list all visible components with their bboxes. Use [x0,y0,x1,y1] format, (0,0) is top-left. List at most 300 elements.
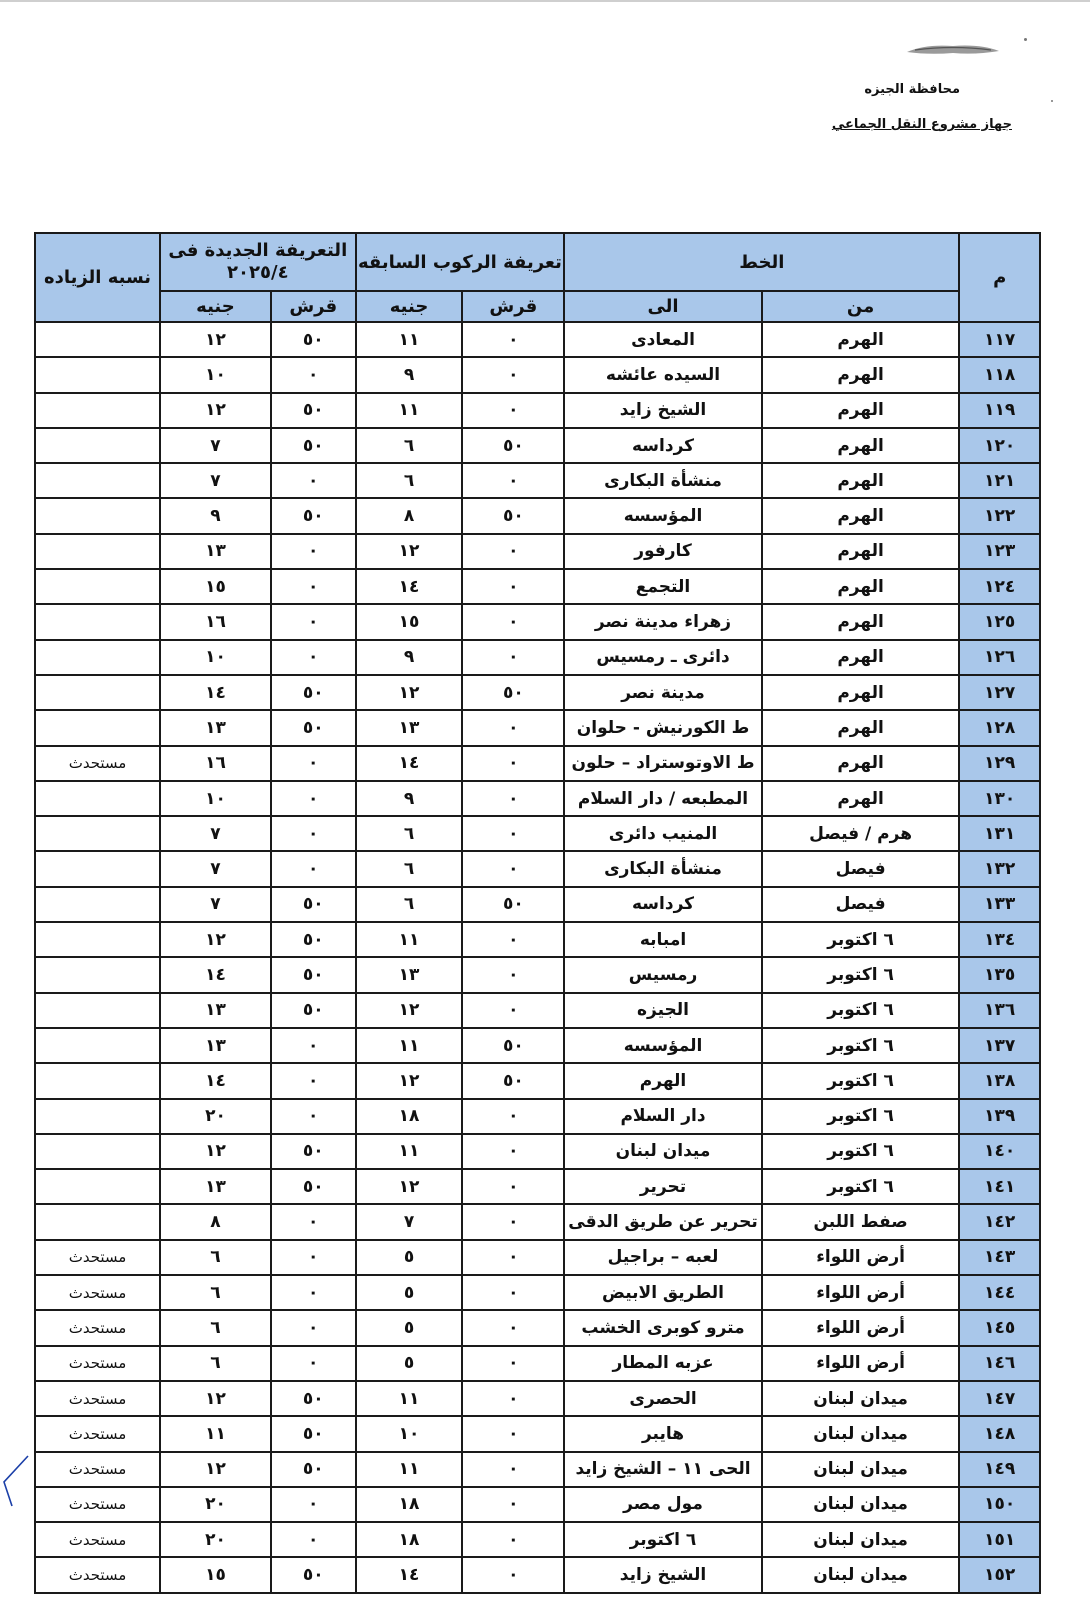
old-fare-piaster: ٠ [462,816,564,851]
scan-speck [1051,100,1053,102]
increase-note: مستحدث [35,1381,160,1416]
old-fare-pound: ١٢ [356,1169,463,1204]
fare-table [34,232,1041,1594]
route-to: امبابه [564,922,762,957]
route-from: الهرم [762,357,960,392]
row-number: ١٥٠ [959,1487,1040,1522]
pen-mark [0,1452,30,1512]
table-row [35,463,1040,498]
route-from: ٦ اكتوبر [762,922,960,957]
header-old-piaster: قرش [462,291,564,322]
route-to: الحصرى [564,1381,762,1416]
table-row [35,604,1040,639]
table-row [35,1346,1040,1381]
old-fare-pound: ١٣ [356,710,463,745]
old-fare-piaster: ٠ [462,746,564,781]
route-from: ٦ اكتوبر [762,957,960,992]
row-number: ١١٩ [959,393,1040,428]
row-number: ١٤٩ [959,1452,1040,1487]
old-fare-pound: ١٨ [356,1522,463,1557]
row-number: ١٢٩ [959,746,1040,781]
route-from: ميدان لبنان [762,1557,960,1593]
old-fare-piaster: ٥٠ [462,887,564,922]
new-fare-piaster: ٥٠ [271,710,356,745]
old-fare-piaster: ٠ [462,393,564,428]
increase-note: مستحدث [35,1487,160,1522]
route-to: الشيخ زايد [564,1557,762,1593]
old-fare-pound: ١٤ [356,569,463,604]
increase-note [35,922,160,957]
table-row [35,710,1040,745]
old-fare-piaster: ٥٠ [462,1028,564,1063]
old-fare-pound: ١٢ [356,675,463,710]
increase-note [35,887,160,922]
new-fare-piaster: ٠ [271,1522,356,1557]
increase-note [35,1063,160,1098]
route-to: زهراء مدينة نصر [564,604,762,639]
old-fare-pound: ٦ [356,463,463,498]
table-row [35,816,1040,851]
new-fare-pound: ٢٠ [160,1487,271,1522]
new-fare-piaster: ٥٠ [271,498,356,533]
row-number: ١٣٣ [959,887,1040,922]
route-from: الهرم [762,534,960,569]
route-to: رمسيس [564,957,762,992]
new-fare-piaster: ٥٠ [271,1381,356,1416]
new-fare-piaster: ٠ [271,1063,356,1098]
header-increase: نسبه الزياده [35,233,160,322]
new-fare-piaster: ٠ [271,1487,356,1522]
table-row [35,675,1040,710]
old-fare-pound: ١١ [356,1381,463,1416]
increase-note [35,393,160,428]
new-fare-pound: ١١ [160,1416,271,1451]
route-from: الهرم [762,604,960,639]
old-fare-pound: ١٤ [356,1557,463,1593]
route-to: كرداسه [564,428,762,463]
table-row [35,498,1040,533]
route-to: الطريق الابيض [564,1275,762,1310]
new-fare-piaster: ٠ [271,463,356,498]
new-fare-pound: ١٢ [160,1134,271,1169]
route-to: الشيخ زايد [564,393,762,428]
new-fare-pound: ٧ [160,851,271,886]
new-fare-pound: ١٣ [160,710,271,745]
old-fare-piaster: ٠ [462,710,564,745]
row-number: ١٤١ [959,1169,1040,1204]
increase-note [35,498,160,533]
new-fare-piaster: ٥٠ [271,322,356,357]
row-number: ١٣١ [959,816,1040,851]
row-number: ١٢٤ [959,569,1040,604]
page-top-edge [0,0,1090,2]
route-to: السيده عائشه [564,357,762,392]
old-fare-piaster: ٠ [462,922,564,957]
row-number: ١٢٨ [959,710,1040,745]
new-fare-pound: ٨ [160,1204,271,1239]
new-fare-piaster: ٠ [271,851,356,886]
increase-note: مستحدث [35,1452,160,1487]
table-row [35,1557,1040,1593]
old-fare-pound: ٦ [356,428,463,463]
row-number: ١٣٥ [959,957,1040,992]
old-fare-pound: ١٢ [356,1063,463,1098]
header-new-fare-title: التعريفة الجديدة فى [168,240,348,261]
route-to: الحى ١١ – الشيخ زايد [564,1452,762,1487]
route-to: مول مصر [564,1487,762,1522]
increase-note [35,1028,160,1063]
route-from: الهرم [762,781,960,816]
new-fare-piaster: ٠ [271,357,356,392]
old-fare-piaster: ٠ [462,1452,564,1487]
route-from: صفط اللبن [762,1204,960,1239]
header-old-fare: تعريفة الركوب السابقه [356,233,565,291]
route-from: الهرم [762,428,960,463]
new-fare-piaster: ٠ [271,1204,356,1239]
table-row [35,569,1040,604]
new-fare-pound: ١٣ [160,1028,271,1063]
old-fare-pound: ٦ [356,851,463,886]
route-from: ٦ اكتوبر [762,1063,960,1098]
row-number: ١٤٥ [959,1310,1040,1345]
new-fare-pound: ٧ [160,463,271,498]
increase-note: مستحدث [35,1522,160,1557]
row-number: ١٢٦ [959,640,1040,675]
table-row [35,957,1040,992]
route-from: الهرم [762,322,960,357]
increase-note [35,640,160,675]
old-fare-piaster: ٠ [462,781,564,816]
table-row [35,851,1040,886]
route-to: لعبه – براجيل [564,1240,762,1275]
table-row [35,534,1040,569]
old-fare-pound: ٥ [356,1240,463,1275]
row-number: ١٢٧ [959,675,1040,710]
new-fare-piaster: ٠ [271,604,356,639]
table-row [35,322,1040,357]
row-number: ١٥١ [959,1522,1040,1557]
new-fare-pound: ٦ [160,1275,271,1310]
new-fare-piaster: ٠ [271,1240,356,1275]
old-fare-pound: ٥ [356,1310,463,1345]
route-to: المطبعه / دار السلام [564,781,762,816]
route-to: الهرم [564,1063,762,1098]
row-number: ١٣٨ [959,1063,1040,1098]
new-fare-pound: ١٢ [160,322,271,357]
route-to: التجمع [564,569,762,604]
table-row [35,1028,1040,1063]
route-to: المعادى [564,322,762,357]
old-fare-pound: ١١ [356,393,463,428]
row-number: ١٤٤ [959,1275,1040,1310]
table-row [35,1310,1040,1345]
new-fare-piaster: ٠ [271,1346,356,1381]
old-fare-pound: ٥ [356,1346,463,1381]
row-number: ١٢٣ [959,534,1040,569]
new-fare-pound: ١٢ [160,922,271,957]
header-to: الى [564,291,762,322]
row-number: ١٣٧ [959,1028,1040,1063]
new-fare-piaster: ٠ [271,1275,356,1310]
row-number: ١٤٦ [959,1346,1040,1381]
old-fare-pound: ١٤ [356,746,463,781]
route-to: ٦ اكتوبر [564,1522,762,1557]
old-fare-piaster: ٠ [462,1134,564,1169]
new-fare-pound: ٩ [160,498,271,533]
new-fare-piaster: ٥٠ [271,428,356,463]
new-fare-pound: ١٣ [160,993,271,1028]
increase-note: مستحدث [35,746,160,781]
old-fare-piaster: ٥٠ [462,675,564,710]
old-fare-pound: ٩ [356,357,463,392]
new-fare-pound: ١٣ [160,534,271,569]
new-fare-piaster: ٠ [271,1028,356,1063]
route-from: الهرم [762,569,960,604]
route-from: فيصل [762,851,960,886]
old-fare-pound: ١١ [356,922,463,957]
new-fare-pound: ١٣ [160,1169,271,1204]
old-fare-piaster: ٠ [462,1099,564,1134]
route-from: ميدان لبنان [762,1381,960,1416]
route-to: ط الاوتوستراد – حلون [564,746,762,781]
route-to: عزبه المطار [564,1346,762,1381]
route-to: المؤسسه [564,498,762,533]
route-to: مدينة نصر [564,675,762,710]
header-old-pound: جنيه [356,291,463,322]
increase-note [35,675,160,710]
increase-note [35,781,160,816]
governorate-name: محافظة الجيزه [864,82,960,97]
old-fare-pound: ١١ [356,1134,463,1169]
route-from: ميدان لبنان [762,1522,960,1557]
new-fare-piaster: ٥٠ [271,1169,356,1204]
new-fare-piaster: ٥٠ [271,1416,356,1451]
new-fare-pound: ١٤ [160,1063,271,1098]
route-from: أرض اللواء [762,1275,960,1310]
table-row [35,781,1040,816]
route-from: الهرم [762,393,960,428]
increase-note [35,569,160,604]
table-row [35,1169,1040,1204]
old-fare-piaster: ٠ [462,1204,564,1239]
row-number: ١٣٢ [959,851,1040,886]
old-fare-piaster: ٠ [462,1240,564,1275]
row-number: ١١٧ [959,322,1040,357]
scan-speck [1024,38,1027,41]
old-fare-piaster: ٥٠ [462,428,564,463]
route-to: تحرير [564,1169,762,1204]
route-to: هايبر [564,1416,762,1451]
new-fare-pound: ١٠ [160,357,271,392]
increase-note [35,710,160,745]
table-row [35,1204,1040,1239]
new-fare-piaster: ٠ [271,640,356,675]
new-fare-pound: ١٦ [160,604,271,639]
new-fare-pound: ٢٠ [160,1522,271,1557]
increase-note [35,1204,160,1239]
table-row [35,1275,1040,1310]
row-number: ١٤٢ [959,1204,1040,1239]
new-fare-pound: ١٠ [160,640,271,675]
increase-note [35,534,160,569]
route-from: الهرم [762,463,960,498]
route-from: الهرم [762,746,960,781]
new-fare-pound: ١٢ [160,393,271,428]
increase-note [35,322,160,357]
table-row [35,993,1040,1028]
new-fare-piaster: ٠ [271,534,356,569]
old-fare-pound: ١٠ [356,1416,463,1451]
old-fare-piaster: ٠ [462,1169,564,1204]
new-fare-piaster: ٥٠ [271,1557,356,1593]
increase-note: مستحدث [35,1240,160,1275]
route-to: ط الكورنيش - حلوان [564,710,762,745]
route-from: الهرم [762,498,960,533]
increase-note [35,428,160,463]
old-fare-pound: ١١ [356,1028,463,1063]
new-fare-pound: ١٠ [160,781,271,816]
route-to: دار السلام [564,1099,762,1134]
new-fare-piaster: ٠ [271,816,356,851]
row-number: ١٢٥ [959,604,1040,639]
route-to: الجيزه [564,993,762,1028]
new-fare-piaster: ٥٠ [271,1452,356,1487]
new-fare-pound: ٦ [160,1240,271,1275]
new-fare-pound: ٦ [160,1310,271,1345]
table-row [35,357,1040,392]
old-fare-piaster: ٠ [462,1381,564,1416]
table-row [35,1381,1040,1416]
old-fare-piaster: ٠ [462,534,564,569]
row-number: ١٣٦ [959,993,1040,1028]
route-from: الهرم [762,640,960,675]
new-fare-pound: ٢٠ [160,1099,271,1134]
old-fare-pound: ١٨ [356,1487,463,1522]
old-fare-piaster: ٠ [462,322,564,357]
route-from: ميدان لبنان [762,1452,960,1487]
row-number: ١٥٢ [959,1557,1040,1593]
header-new-fare [160,233,356,291]
route-to: منشأة البكارى [564,851,762,886]
increase-note: مستحدث [35,1557,160,1593]
row-number: ١٤٣ [959,1240,1040,1275]
increase-note [35,816,160,851]
increase-note [35,1169,160,1204]
route-from: ميدان لبنان [762,1416,960,1451]
route-from: الهرم [762,675,960,710]
route-to: كرداسه [564,887,762,922]
old-fare-piaster: ٠ [462,357,564,392]
department-name: جهاز مشروع النقل الجماعي [831,117,1012,132]
increase-note [35,604,160,639]
old-fare-pound: ٥ [356,1275,463,1310]
new-fare-piaster: ٠ [271,781,356,816]
old-fare-pound: ١١ [356,1452,463,1487]
old-fare-piaster: ٠ [462,1346,564,1381]
route-to: كارفور [564,534,762,569]
old-fare-piaster: ٠ [462,993,564,1028]
old-fare-piaster: ٠ [462,1487,564,1522]
route-to: مترو كوبرى الخشب [564,1310,762,1345]
new-fare-piaster: ٥٠ [271,1134,356,1169]
old-fare-piaster: ٠ [462,1275,564,1310]
new-fare-piaster: ٠ [271,746,356,781]
old-fare-pound: ١٥ [356,604,463,639]
table-row [35,640,1040,675]
new-fare-pound: ١٥ [160,569,271,604]
old-fare-piaster: ٠ [462,851,564,886]
old-fare-pound: ٧ [356,1204,463,1239]
route-from: ٦ اكتوبر [762,1134,960,1169]
table-row [35,922,1040,957]
row-number: ١٤٠ [959,1134,1040,1169]
new-fare-piaster: ٥٠ [271,993,356,1028]
route-to: دائرى ـ رمسيس [564,640,762,675]
route-from: ٦ اكتوبر [762,1028,960,1063]
route-to: المؤسسه [564,1028,762,1063]
new-fare-piaster: ٥٠ [271,922,356,957]
table-row [35,887,1040,922]
old-fare-pound: ٩ [356,781,463,816]
increase-note [35,957,160,992]
table-row [35,393,1040,428]
old-fare-piaster: ٠ [462,957,564,992]
old-fare-piaster: ٠ [462,604,564,639]
increase-note [35,851,160,886]
new-fare-pound: ٧ [160,816,271,851]
increase-note [35,993,160,1028]
table-row [35,1134,1040,1169]
route-to: ميدان لبنان [564,1134,762,1169]
new-fare-piaster: ٥٠ [271,393,356,428]
table-row [35,1063,1040,1098]
route-to: منشأة البكارى [564,463,762,498]
increase-note [35,1134,160,1169]
old-fare-pound: ١٣ [356,957,463,992]
new-fare-piaster: ٠ [271,569,356,604]
old-fare-pound: ١١ [356,322,463,357]
row-number: ١٤٧ [959,1381,1040,1416]
new-fare-pound: ١٦ [160,746,271,781]
row-number: ١١٨ [959,357,1040,392]
table-row [35,1416,1040,1451]
new-fare-piaster: ٠ [271,1099,356,1134]
table-row [35,1522,1040,1557]
table-row [35,1240,1040,1275]
new-fare-pound: ١٢ [160,1452,271,1487]
old-fare-piaster: ٠ [462,569,564,604]
route-from: فيصل [762,887,960,922]
old-fare-pound: ٨ [356,498,463,533]
old-fare-piaster: ٠ [462,640,564,675]
old-fare-piaster: ٥٠ [462,1063,564,1098]
table-row [35,1099,1040,1134]
old-fare-pound: ١٢ [356,993,463,1028]
new-fare-pound: ١٥ [160,1557,271,1593]
row-number: ١٣٠ [959,781,1040,816]
increase-note [35,357,160,392]
row-number: ١٢١ [959,463,1040,498]
route-from: ميدان لبنان [762,1487,960,1522]
increase-note: مستحدث [35,1310,160,1345]
route-from: الهرم [762,710,960,745]
route-from: هرم / فيصل [762,816,960,851]
new-fare-piaster: ٥٠ [271,957,356,992]
emblem-icon [905,42,1001,56]
route-from: ٦ اكتوبر [762,1099,960,1134]
route-from: أرض اللواء [762,1346,960,1381]
row-number: ١٣٩ [959,1099,1040,1134]
